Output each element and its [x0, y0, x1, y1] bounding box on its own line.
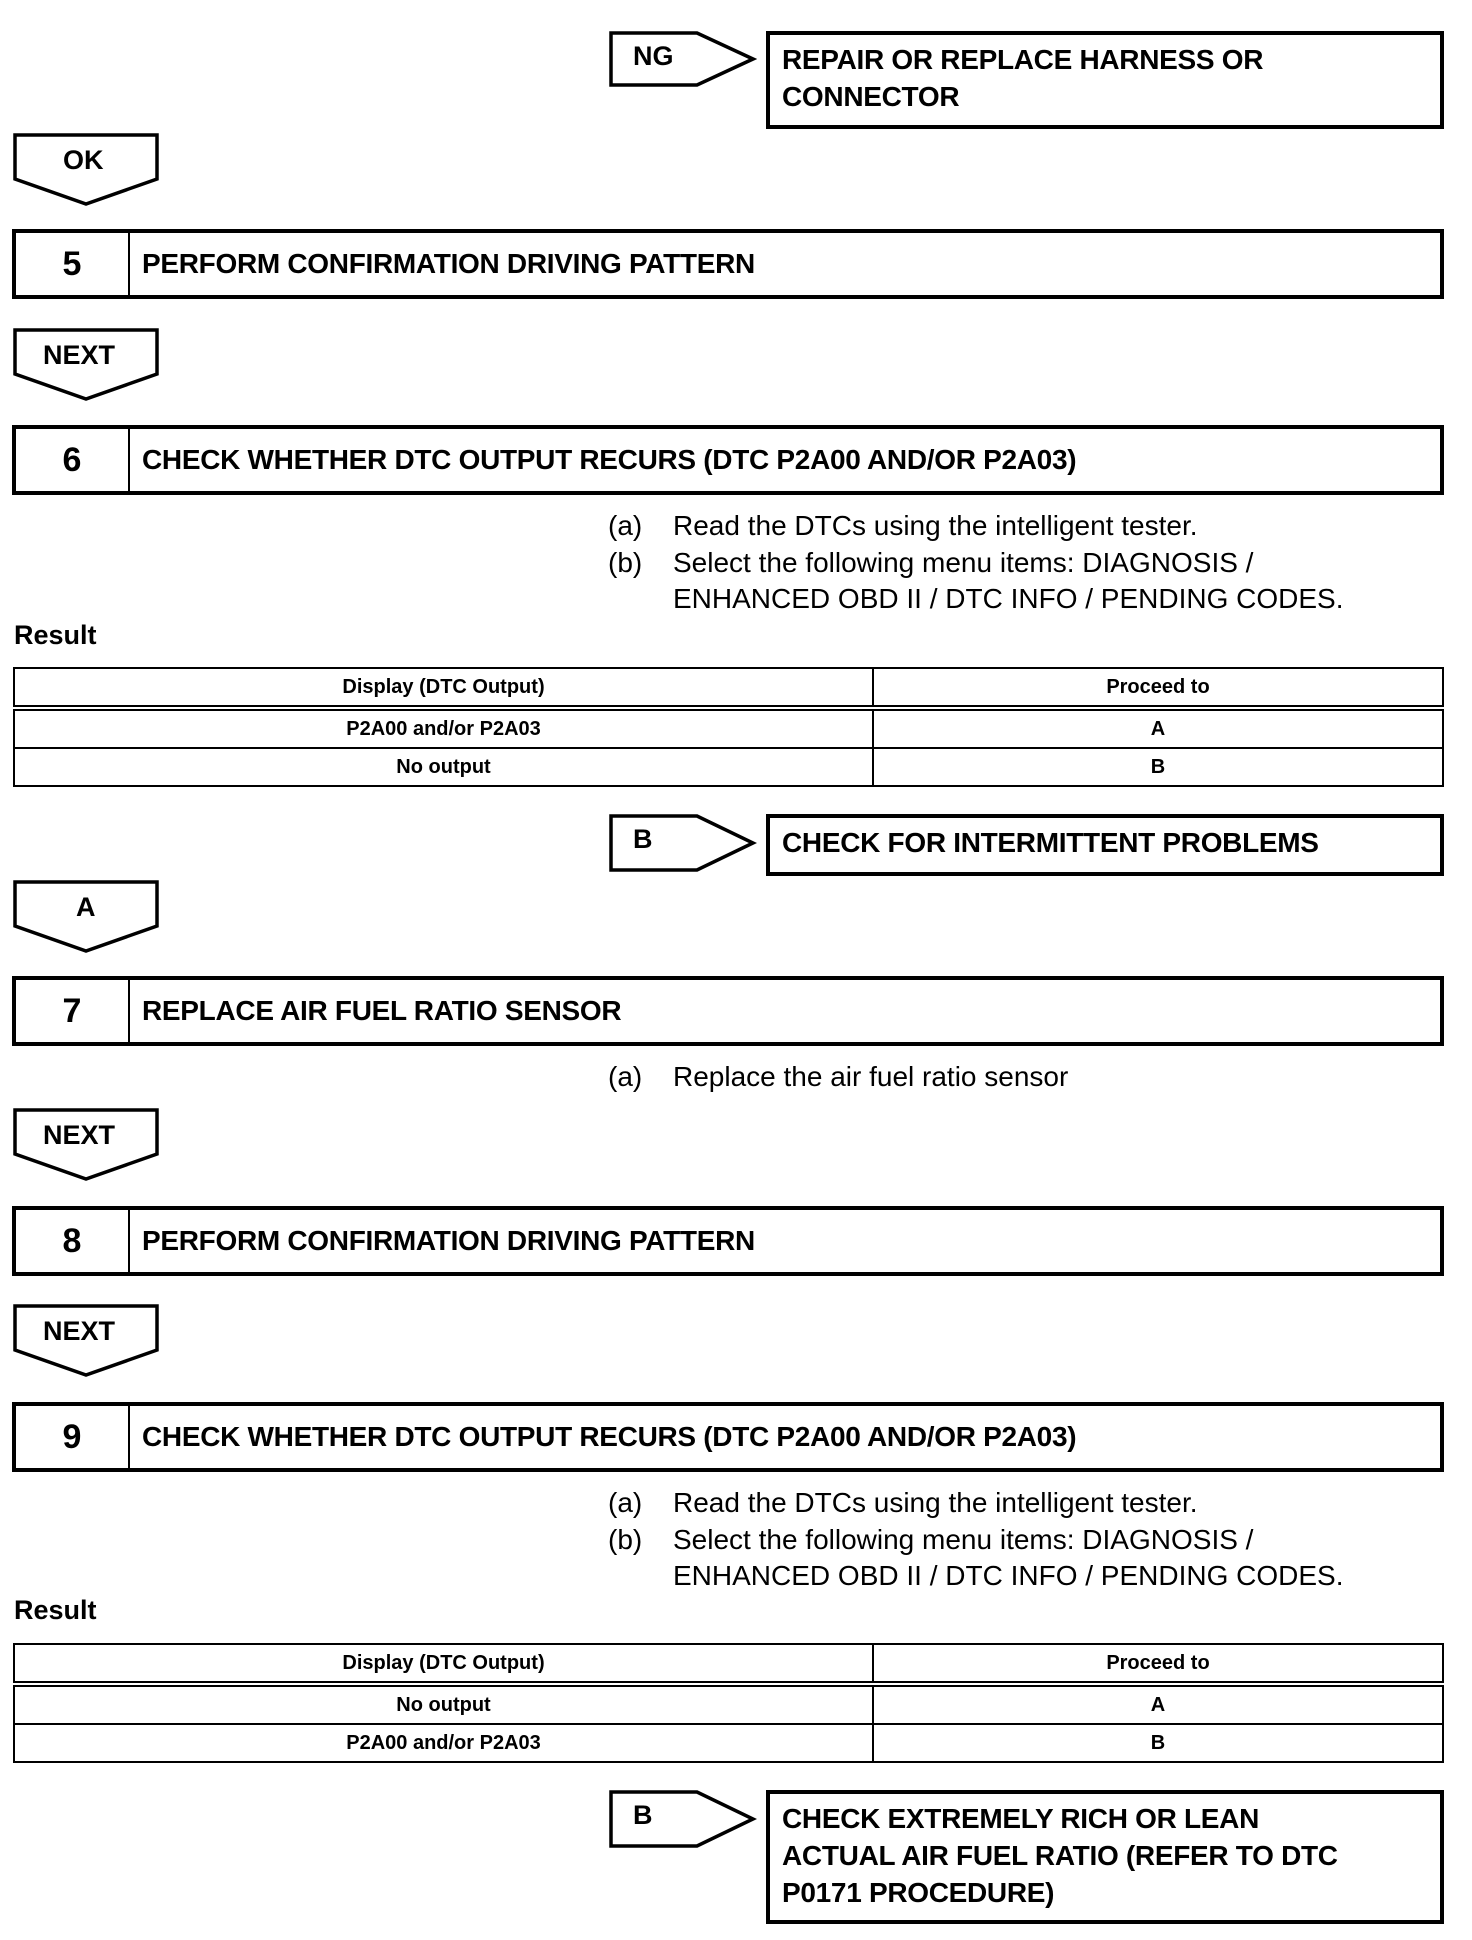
b-label: B: [633, 1800, 653, 1830]
a-label: A: [76, 892, 96, 922]
instruction-text: Replace the air fuel ratio sensor: [673, 1061, 1069, 1092]
step-number: 8: [16, 1210, 130, 1272]
instruction-label: (b): [608, 1524, 643, 1555]
result-table: [13, 667, 1444, 787]
table-cell: P2A00 and/or P2A03: [14, 1724, 873, 1762]
ok-label: OK: [63, 145, 104, 175]
step-number: 5: [16, 233, 130, 295]
header-cell: Proceed to: [873, 1644, 1443, 1684]
step-number: 7: [16, 980, 130, 1042]
target-line: CHECK EXTREMELY RICH OR LEAN: [782, 1803, 1259, 1834]
table-row: [14, 748, 1443, 786]
table-row: [14, 1724, 1443, 1762]
table-cell: No output: [14, 748, 873, 786]
step-6-header: [12, 425, 1444, 495]
b-branch-arrow: [609, 814, 757, 872]
step-5-header: [12, 229, 1444, 299]
instruction-text: ENHANCED OBD II / DTC INFO / PENDING CODES.: [673, 1560, 1344, 1591]
table-header-row: [14, 1644, 1443, 1684]
target-line: ACTUAL AIR FUEL RATIO (REFER TO DTC: [782, 1840, 1338, 1871]
step-9-header: [12, 1402, 1444, 1472]
step-number: 6: [16, 429, 130, 491]
table-row: [14, 708, 1443, 748]
ok-arrow: [13, 133, 161, 207]
instruction-label: (a): [608, 1487, 643, 1518]
step-number: 9: [16, 1406, 130, 1468]
table-cell: B: [873, 1724, 1443, 1762]
instruction-text: Read the DTCs using the intelligent tester.: [673, 1487, 1198, 1518]
instruction-label: (b): [608, 547, 643, 578]
header-cell: Display (DTC Output): [14, 1644, 873, 1684]
instruction-text: Read the DTCs using the intelligent tester.: [673, 510, 1198, 541]
instruction-text: Select the following menu items: DIAGNOSIS /: [673, 1524, 1254, 1555]
table-cell: No output: [14, 1684, 873, 1724]
next-label: NEXT: [43, 1316, 116, 1346]
step-title: REPLACE AIR FUEL RATIO SENSOR: [142, 995, 622, 1026]
step-title: PERFORM CONFIRMATION DRIVING PATTERN: [142, 248, 755, 279]
next-label: NEXT: [43, 340, 116, 370]
repair-harness-box: REPAIR OR REPLACE HARNESS OR CONNECTOR: [766, 31, 1444, 129]
intermittent-problems-box: CHECK FOR INTERMITTENT PROBLEMS: [766, 814, 1444, 876]
table-row: [14, 1684, 1443, 1724]
next-arrow: [13, 328, 161, 402]
a-arrow: [13, 880, 161, 954]
step-title: PERFORM CONFIRMATION DRIVING PATTERN: [142, 1225, 755, 1256]
result-heading: Result: [14, 620, 97, 650]
next-label: NEXT: [43, 1120, 116, 1150]
target-line: P0171 PROCEDURE): [782, 1877, 1055, 1908]
table-header-row: [14, 668, 1443, 708]
instruction-text: Select the following menu items: DIAGNOSIS /: [673, 547, 1254, 578]
table-cell: B: [873, 748, 1443, 786]
table-cell: A: [873, 708, 1443, 748]
right-arrow-icon: [609, 814, 757, 872]
next-arrow: [13, 1108, 161, 1182]
table-cell: A: [873, 1684, 1443, 1724]
right-arrow-icon: [609, 31, 757, 87]
result-heading: Result: [14, 1595, 97, 1625]
step-8-header: [12, 1206, 1444, 1276]
ng-branch-arrow: [609, 31, 757, 87]
table-cell: P2A00 and/or P2A03: [14, 708, 873, 748]
instruction-label: (a): [608, 1061, 643, 1092]
step-7-header: [12, 976, 1444, 1046]
next-arrow: [13, 1304, 161, 1378]
rich-lean-check-box: [766, 1790, 1444, 1924]
instruction-label: (a): [608, 510, 643, 541]
step-title: CHECK WHETHER DTC OUTPUT RECURS (DTC P2A00 AND/OR P2A03): [142, 1421, 1077, 1452]
ng-label: NG: [633, 41, 674, 71]
right-arrow-icon: [609, 1790, 757, 1848]
b-branch-arrow: [609, 1790, 757, 1848]
step-title: CHECK WHETHER DTC OUTPUT RECURS (DTC P2A00 AND/OR P2A03): [142, 444, 1077, 475]
header-cell: Display (DTC Output): [14, 668, 873, 708]
result-table: [13, 1643, 1444, 1763]
header-cell: Proceed to: [873, 668, 1443, 708]
b-label: B: [633, 824, 653, 854]
instruction-text: ENHANCED OBD II / DTC INFO / PENDING CODES.: [673, 583, 1344, 614]
